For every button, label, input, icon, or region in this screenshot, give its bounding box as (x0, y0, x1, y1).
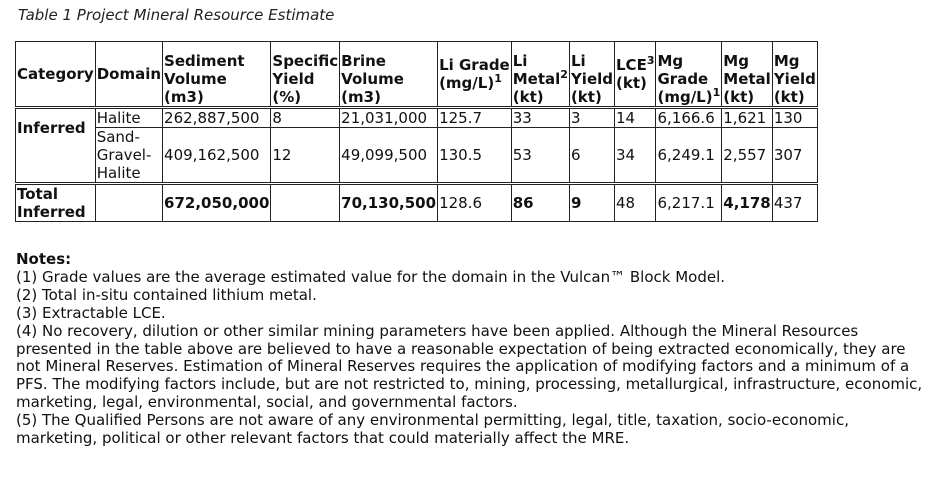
brine-volume-cell: 21,031,000 (340, 108, 438, 128)
li-yield-cell: 3 (569, 108, 614, 128)
table-caption: Table 1 Project Mineral Resource Estimate (18, 6, 335, 24)
specific-yield-cell (271, 184, 340, 222)
brine-volume-cell: 49,099,500 (340, 128, 438, 184)
lce-cell: 34 (615, 128, 656, 184)
header-brine-volume: Brine Volume (m3) (340, 42, 438, 108)
total-category-cell: Total Inferred (16, 184, 96, 222)
table-row (16, 128, 818, 184)
header-category: Category (16, 42, 96, 108)
li-yield-cell: 6 (569, 128, 614, 184)
header-li-yield: Li Yield (kt) (569, 42, 614, 108)
note-item: (1) Grade values are the average estimated value for the domain in the Vulcan™ Block Model. (16, 267, 726, 286)
mg-yield-cell: 437 (772, 184, 817, 222)
mg-metal-cell: 2,557 (722, 128, 773, 184)
li-metal-cell: 53 (511, 128, 569, 184)
li-metal-cell: 86 (511, 184, 569, 222)
note-item: (4) No recovery, dilution or other similar mining parameters have been applied. Although the Mineral Resources presented in the table above are believed to have a reasonable expectation of being extracted economically, they are not Mineral Reserves. Estimation of Mineral Reserves requires the application of modifying factors and a minimum of a PFS. The modifying factors include, but are not restricted to, mining, processing, metallurgical, infrastructure, economic, marketing, legal, environmental, social, and governmental factors. (16, 321, 923, 412)
brine-volume-cell: 70,130,500 (340, 184, 438, 222)
note-item: (2) Total in-situ contained lithium metal. (16, 285, 317, 304)
header-li-grade: Li Grade $(mg/L)^1$ (438, 42, 512, 108)
sediment-volume-cell: 409,162,500 (163, 128, 271, 184)
li-yield-cell: 9 (569, 184, 614, 222)
mg-metal-cell: 1,621 (722, 108, 773, 128)
specific-yield-cell: 8 (271, 108, 340, 128)
header-lce: LCE$^3$ (kt) (615, 42, 656, 108)
lce-cell: 48 (615, 184, 656, 222)
header-mg-yield: Mg Yield (kt) (772, 42, 817, 108)
note-item: (5) The Qualified Persons are not aware of any environmental permitting, legal, title, taxation, socio-economic, marketing, political or other relevant factors that could materially affect the MRE. (16, 411, 849, 448)
mg-grade-cell: 6,166.6 (656, 108, 722, 128)
lce-cell: 14 (615, 108, 656, 128)
note-item: (3) Extractable LCE. (16, 303, 166, 322)
category-cell: Inferred (16, 108, 96, 184)
header-mg-grade: Mg Grade $(mg/L)^1$ (656, 42, 722, 108)
domain-cell (95, 184, 162, 222)
mg-metal-cell: 4,178 (722, 184, 773, 222)
mineral-resource-table (15, 41, 818, 222)
table-total-row (16, 184, 818, 222)
notes-title: Notes: (16, 250, 72, 268)
table-row (16, 108, 818, 128)
mg-yield-cell: 130 (772, 108, 817, 128)
sediment-volume-cell: 672,050,000 (163, 184, 271, 222)
domain-cell: Halite (95, 108, 162, 128)
li-metal-cell: 33 (511, 108, 569, 128)
table-header-row (16, 42, 818, 108)
header-mg-metal: Mg Metal (kt) (722, 42, 773, 108)
li-grade-cell: 128.6 (438, 184, 512, 222)
mg-grade-cell: 6,217.1 (656, 184, 722, 222)
domain-cell: Sand- Gravel- Halite (95, 128, 162, 184)
li-grade-cell: 125.7 (438, 108, 512, 128)
specific-yield-cell: 12 (271, 128, 340, 184)
mg-grade-cell: 6,249.1 (656, 128, 722, 184)
notes-section (16, 251, 931, 448)
li-grade-cell: 130.5 (438, 128, 512, 184)
header-specific-yield: Specific Yield (%) (271, 42, 340, 108)
sediment-volume-cell: 262,887,500 (163, 108, 271, 128)
mg-yield-cell: 307 (772, 128, 817, 184)
header-li-metal: Li Metal$^2$ (kt) (511, 42, 569, 108)
header-domain: Domain (95, 42, 162, 108)
header-sediment-volume: Sediment Volume (m3) (163, 42, 271, 108)
